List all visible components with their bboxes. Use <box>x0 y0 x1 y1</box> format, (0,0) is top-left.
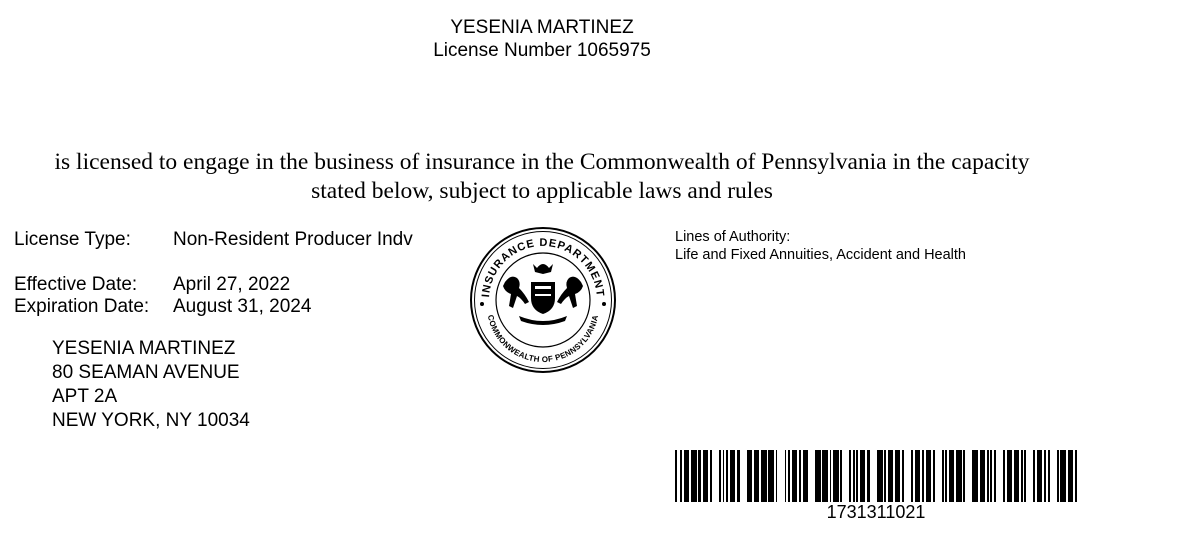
effective-date-label: Effective Date: <box>14 274 138 295</box>
licensee-name: YESENIA MARTINEZ <box>450 17 634 38</box>
effective-date-value: April 27, 2022 <box>173 274 291 295</box>
license-number: License Number 1065975 <box>433 40 651 61</box>
license-type-value: Non-Resident Producer Indv <box>173 229 413 250</box>
license-type-label: License Type: <box>14 229 131 250</box>
address-line-3: APT 2A <box>52 386 118 407</box>
lines-of-authority-value: Life and Fixed Annuities, Accident and Health <box>675 247 966 263</box>
pennsylvania-insurance-department-seal-icon <box>467 226 619 374</box>
address-line-2: 80 SEAMAN AVENUE <box>52 362 240 383</box>
lines-of-authority <box>675 228 966 264</box>
statement-line-1: is licensed to engage in the business of insurance in the Commonwealth of Pennsylvania in the capacity <box>54 149 1030 175</box>
svg-text:COMMONWEALTH OF PENNSYLVANIA: COMMONWEALTH OF PENNSYLVANIA <box>485 313 601 365</box>
barcode-icon <box>675 450 1077 502</box>
lines-of-authority-label: Lines of Authority: <box>675 229 791 245</box>
statement-line-2: stated below, subject to applicable laws and rules <box>311 178 773 204</box>
license-type-row <box>14 229 413 251</box>
license-statement <box>0 148 1084 206</box>
barcode-number: 1731311021 <box>826 502 926 522</box>
licensee-header <box>0 16 1084 62</box>
mailing-address <box>52 337 250 433</box>
address-line-1: YESENIA MARTINEZ <box>52 338 236 359</box>
expiration-date-label: Expiration Date: <box>14 296 150 317</box>
address-line-4: NEW YORK, NY 10034 <box>52 410 250 431</box>
svg-text:INSURANCE DEPARTMENT: INSURANCE DEPARTMENT <box>480 236 607 298</box>
effective-date-row <box>14 274 290 296</box>
expiration-date-row <box>14 296 311 318</box>
expiration-date-value: August 31, 2024 <box>173 296 312 317</box>
